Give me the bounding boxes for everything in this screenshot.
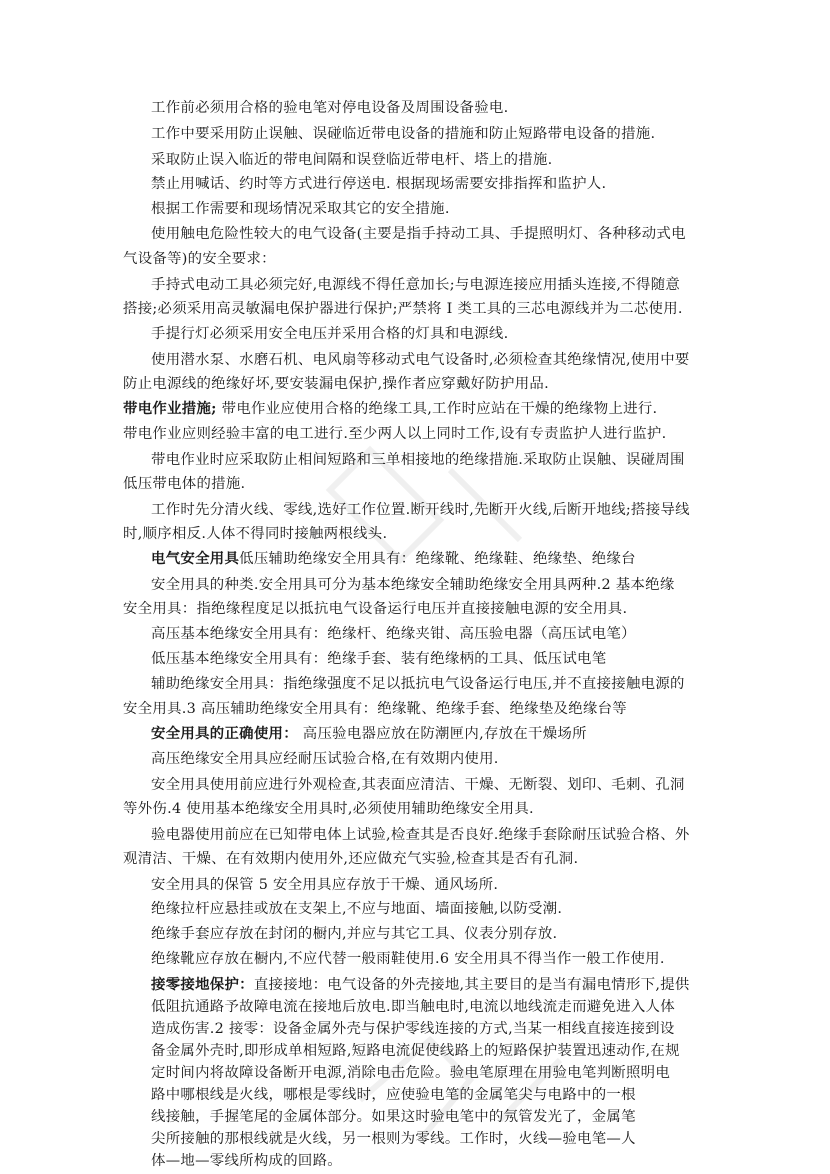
text-line: 观清洁、干燥、在有效期内使用外,还应做充气实验,检查其是否有孔洞. — [123, 851, 579, 867]
text-line: 安全用具的种类.安全用具可分为基本绝缘安全辅助绝缘安全用具两种.2 基本绝缘 — [151, 577, 675, 593]
text-line: 辅助绝缘安全用具：指绝缘强度不足以抵抗电气设备运行电压,并不直接接触电源的 — [151, 676, 685, 692]
text-line: 造成伤害.2 接零：设备金属外壳与保护零线连接的方式,当某一相线直接连接到设 — [151, 1021, 675, 1037]
text-line: 带电作业时应采取防止相间短路和三单相接地的绝缘措施.采取防止误触、误碰周围 — [151, 452, 685, 468]
text-line: 定时间内将故障设备断开电源,消除电击危险。验电笔原理在用验电笔判断照明电 — [151, 1065, 671, 1081]
text-line: 手提行灯必须采用安全电压并采用合格的灯具和电源线. — [151, 326, 509, 342]
text-line: 路中哪根线是火线，哪根是零线时，应使验电笔的金属笔尖与电路中的一根 — [151, 1087, 636, 1103]
text-span: 高压验电器应放在防潮匣内,存放在干燥场所 — [297, 726, 587, 742]
text-line: 尖所接触的那根线就是火线，另一根则为零线。工作时，火线—验电笔—人 — [151, 1131, 636, 1147]
text-line: 安全用具.3 高压辅助绝缘安全用具有：绝缘靴、绝缘手套、绝缘垫及绝缘台等 — [123, 701, 627, 717]
text-line: 低阻抗通路予故障电流在接地后放电.即当触电时,电流以地线流走而避免进入人体 — [151, 999, 675, 1015]
text-line: 备金属外壳时,即形成单相短路,短路电流促使线路上的短路保护装置迅速动作,在规 — [151, 1043, 680, 1059]
text-line: 等外伤.4 使用基本绝缘安全用具时,必须使用辅助绝缘安全用具. — [123, 801, 534, 817]
text-line: 工作中要采用防止误触、误碰临近带电设备的措施和防止短路带电设备的措施. — [151, 126, 656, 142]
text-line: 带电作业应则经验丰富的电工进行.至少两人以上同时工作,设有专责监护人进行监护. — [123, 426, 667, 442]
section-heading: 电气安全用具 — [151, 550, 240, 567]
text-line: 工作时先分清火线、零线,选好工作位置.断开线时,先断开火线,后断开地线;搭接导线 — [151, 502, 690, 518]
text-line: 线接触，手握笔尾的金属体部分。如果这时验电笔中的氖管发光了，金属笔 — [151, 1109, 636, 1125]
text-line: 安全用具的保管 5 安全用具应存放于干燥、通风场所. — [151, 877, 499, 893]
text-line: 体—地—零线所构成的回路。 — [151, 1153, 342, 1169]
text-line: 绝缘手套应存放在封闭的橱内,并应与其它工具、仪表分别存放. — [151, 926, 558, 942]
text-line: 高压基本绝缘安全用具有：绝缘杆、绝缘夹钳、高压验电器（高压试电笔） — [151, 626, 636, 642]
text-line: 使用触电危险性较大的电气设备(主要是指手持动工具、手提照明灯、各种移动式电 — [151, 226, 686, 242]
section-heading: 带电作业措施; — [123, 400, 217, 417]
text-span: 直接接地：电气设备的外壳接地,其主要目的是当有漏电情形下,提供 — [253, 977, 690, 993]
text-line: 采取防止误入临近的带电间隔和误登临近带电杆、塔上的措施. — [151, 152, 553, 168]
text-line: 使用潜水泵、水磨石机、电风扇等移动式电气设备时,必须检查其绝缘情况,使用中要 — [151, 352, 690, 368]
text-line: 安全用具：指绝缘程度足以抵抗电气设备运行电压并直接接触电源的安全用具. — [123, 601, 628, 617]
text-span: 低压辅助绝缘安全用具有：绝缘靴、绝缘鞋、绝缘垫、绝缘台 — [239, 551, 636, 567]
text-line: 防止电源线的绝缘好坏,要安装漏电保护,操作者应穿戴好防护用品. — [123, 376, 549, 392]
text-line: 低压基本绝缘安全用具有：绝缘手套、装有绝缘柄的工具、低压试电笔 — [151, 651, 607, 667]
heading-line — [151, 975, 690, 995]
heading-line — [151, 549, 636, 569]
text-line: 气设备等)的安全要求： — [123, 251, 276, 267]
text-line: 验电器使用前应在已知带电体上试验,检查其是否良好.绝缘手套除耐压试验合格、外 — [151, 827, 690, 843]
text-line: 工作前必须用合格的验电笔对停电设备及周围设备验电. — [151, 100, 509, 116]
section-heading: 安全用具的正确使用： — [151, 725, 298, 742]
text-line: 绝缘拉杆应悬挂或放在支架上,不应与地面、墙面接触,以防受潮. — [151, 901, 563, 917]
text-line: 时,顺序相反.人体不得同时接触两根线头. — [123, 526, 388, 542]
heading-line — [123, 399, 657, 419]
text-line: 手持式电动工具必须完好,电源线不得任意加长;与电源连接应用插头连接,不得随意 — [151, 277, 681, 293]
text-line: 低压带电体的措施. — [123, 476, 246, 492]
heading-line — [151, 724, 587, 744]
text-span: 带电作业应使用合格的绝缘工具,工作时应站在干燥的绝缘物上进行. — [216, 401, 658, 417]
text-line: 安全用具使用前应进行外观检查,其表面应清洁、干燥、无断裂、划印、毛刺、孔洞 — [151, 777, 685, 793]
text-line: 绝缘靴应存放在橱内,不应代替一般雨鞋使用.6 安全用具不得当作一般工作使用. — [151, 951, 665, 967]
text-line: 搭接;必须采用高灵敏漏电保护器进行保护;严禁将 I 类工具的三芯电源线并为二芯使用. — [123, 301, 683, 317]
section-heading: 接零接地保护： — [151, 976, 254, 993]
text-line: 根据工作需要和现场情况采取其它的安全措施. — [151, 201, 450, 217]
text-line: 禁止用喊话、约时等方式进行停送电. 根据现场需要安排指挥和监护人. — [151, 176, 607, 192]
text-line: 高压绝缘安全用具应经耐压试验合格,在有效期内使用. — [151, 751, 499, 767]
